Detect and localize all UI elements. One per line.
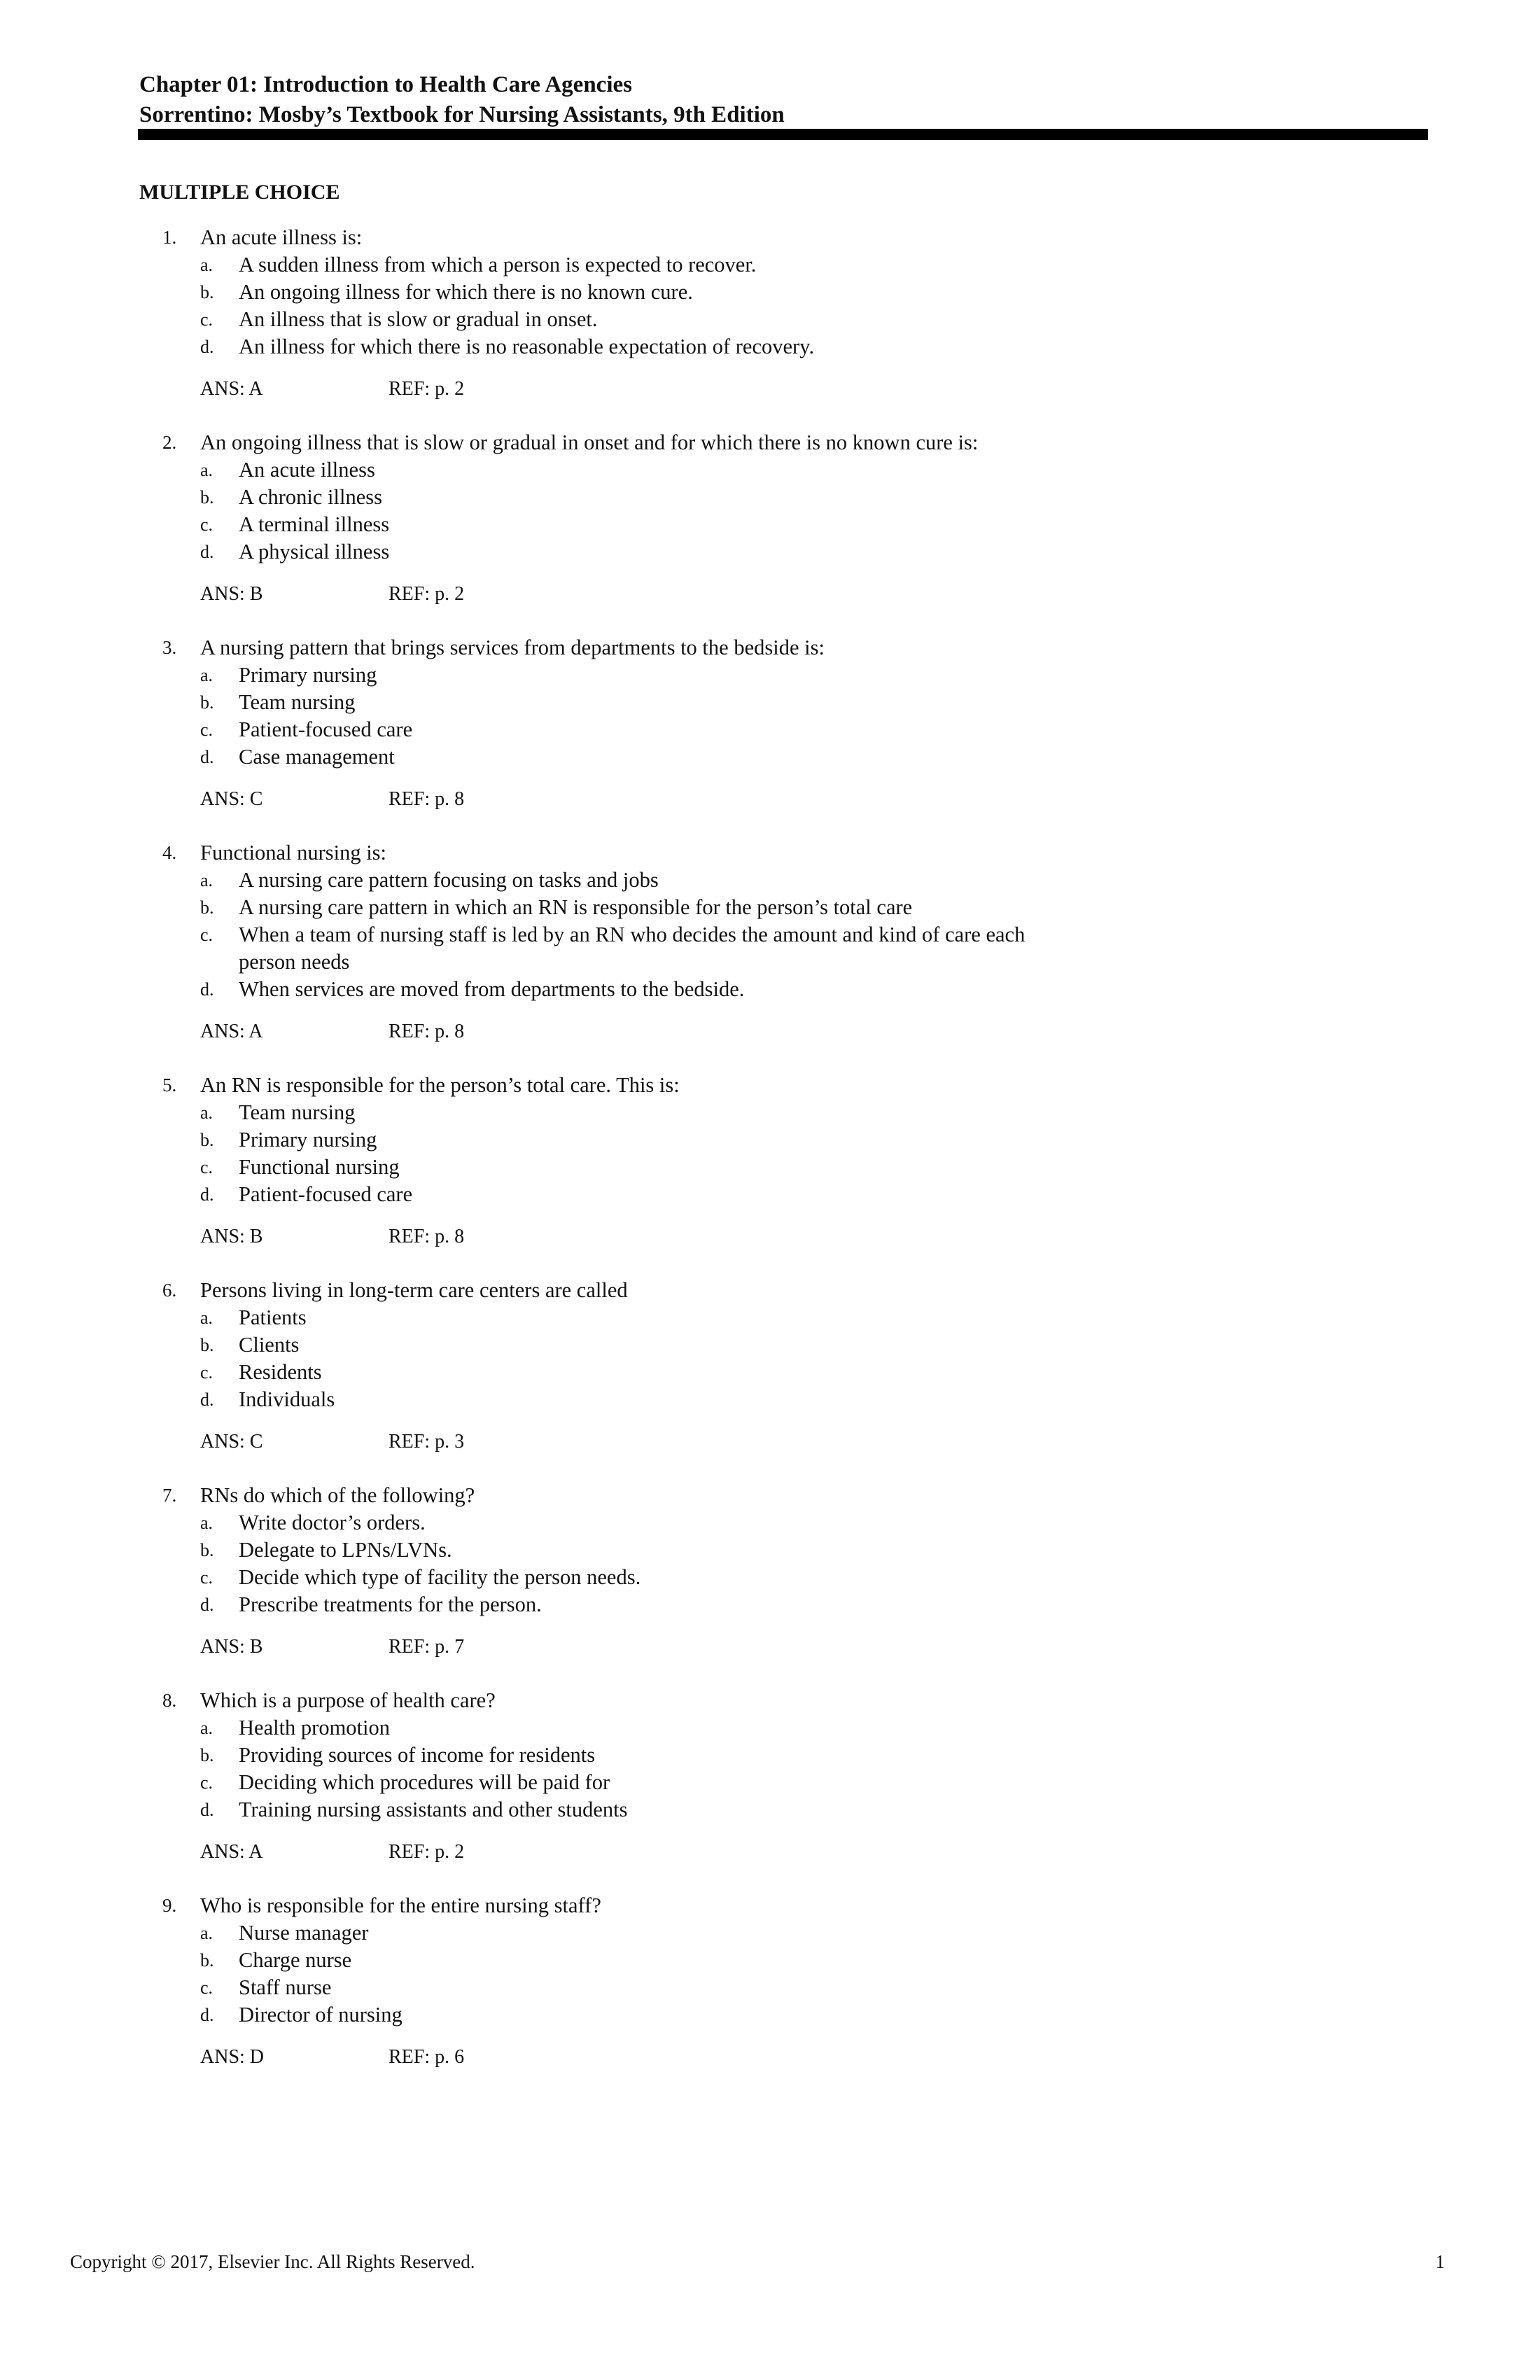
option-letter: c. (200, 1772, 214, 1793)
question-number: 3. (162, 637, 177, 658)
answer-option (0, 2001, 1540, 2029)
answer-key-row (0, 580, 1540, 608)
question-number: 7. (162, 1485, 177, 1506)
option-letter: a. (200, 1513, 214, 1533)
answer-key: ANS: B (200, 1226, 263, 1247)
option-text: An illness that is slow or gradual in onset. (239, 307, 598, 331)
question-stem-row (0, 1277, 1540, 1304)
question-number: 2. (162, 432, 177, 453)
option-letter: a. (200, 1718, 214, 1738)
answer-option (0, 251, 1540, 279)
question-item (0, 429, 1540, 608)
option-letter: b. (200, 1950, 214, 1970)
answer-option (0, 1714, 1540, 1742)
question-item (0, 1482, 1540, 1660)
question-stem-row (0, 1072, 1540, 1099)
option-letter: d. (200, 1390, 214, 1410)
option-letter: a. (200, 460, 214, 480)
option-letter: b. (200, 692, 214, 713)
option-letter: a. (200, 1102, 214, 1123)
page-reference: REF: p. 8 (388, 788, 465, 810)
header-rule (138, 129, 1428, 140)
page-reference: REF: p. 6 (388, 2046, 465, 2068)
option-text: A chronic illness (239, 485, 382, 509)
question-stem-row (0, 839, 1540, 867)
answer-key: ANS: A (200, 1841, 263, 1863)
option-letter: b. (200, 282, 214, 302)
option-text: Team nursing (239, 690, 356, 714)
answer-option (0, 894, 1540, 921)
book-title: Sorrentino: Mosby’s Textbook for Nursing Assistants, 9th Edition (139, 102, 785, 127)
answer-option (0, 1591, 1540, 1618)
answer-option (0, 921, 1540, 976)
question-stem: Which is a purpose of health care? (200, 1688, 496, 1712)
option-letter: d. (200, 337, 214, 357)
option-letter: d. (200, 979, 214, 1000)
question-number: 5. (162, 1074, 177, 1096)
option-text: Delegate to LPNs/LVNs. (239, 1538, 452, 1562)
answer-key: ANS: B (200, 1636, 263, 1658)
answer-option (0, 1386, 1540, 1413)
question-stem-row (0, 634, 1540, 662)
question-item (0, 1277, 1540, 1455)
answer-option (0, 279, 1540, 306)
section-title: MULTIPLE CHOICE (139, 181, 340, 204)
answer-key-row (0, 1838, 1540, 1865)
page-reference: REF: p. 2 (388, 1841, 465, 1863)
option-text: When a team of nursing staff is led by an RN who decides the amount and kind of care each person needs (239, 923, 1026, 974)
answer-option (0, 662, 1540, 689)
option-text: Training nursing assistants and other students (239, 1798, 628, 1821)
page-number: 1 (1435, 2251, 1445, 2272)
answer-key-row (0, 1633, 1540, 1660)
option-text: Prescribe treatments for the person. (239, 1592, 542, 1616)
answer-key: ANS: C (200, 1431, 263, 1452)
option-letter: b. (200, 1745, 214, 1765)
answer-key-row (0, 1018, 1540, 1045)
option-letter: c. (200, 309, 214, 330)
page-reference: REF: p. 8 (388, 1226, 465, 1247)
option-letter: c. (200, 1567, 214, 1588)
question-number: 6. (162, 1280, 177, 1301)
answer-option (0, 511, 1540, 538)
answer-option (0, 1536, 1540, 1564)
answer-option (0, 1564, 1540, 1591)
question-stem: An ongoing illness that is slow or gradual in onset and for which there is no known cure is: (200, 430, 979, 454)
option-text: Nurse manager (239, 1921, 369, 1945)
option-text: Individuals (239, 1387, 335, 1411)
answer-option (0, 1154, 1540, 1181)
option-letter: a. (200, 255, 214, 275)
page-reference: REF: p. 2 (388, 583, 465, 605)
option-text: Patient-focused care (239, 1182, 413, 1206)
question-stem-row (0, 1687, 1540, 1714)
question-number: 9. (162, 1895, 177, 1916)
option-text: A terminal illness (239, 512, 390, 536)
option-text: Team nursing (239, 1100, 356, 1124)
answer-option (0, 333, 1540, 360)
option-text: Clients (239, 1333, 300, 1357)
question-stem: Persons living in long-term care centers are called (200, 1278, 628, 1302)
answer-option (0, 456, 1540, 484)
answer-option (0, 976, 1540, 1003)
answer-key-row (0, 1428, 1540, 1455)
answer-key: ANS: C (200, 788, 263, 810)
question-list (0, 224, 1540, 2097)
answer-option (0, 1099, 1540, 1126)
option-text: Deciding which procedures will be paid for (239, 1770, 610, 1794)
option-letter: a. (200, 870, 214, 890)
option-letter: b. (200, 1335, 214, 1355)
option-text: Charge nurse (239, 1948, 352, 1972)
option-text: A nursing care pattern in which an RN is responsible for the person’s total care (239, 895, 913, 919)
answer-option (0, 1331, 1540, 1359)
question-stem: RNs do which of the following? (200, 1483, 475, 1507)
answer-key: ANS: A (200, 378, 263, 400)
answer-option (0, 1742, 1540, 1769)
option-text: Case management (239, 745, 395, 769)
option-text: A physical illness (239, 540, 390, 564)
option-letter: d. (200, 1595, 214, 1615)
question-item (0, 224, 1540, 402)
answer-option (0, 689, 1540, 716)
option-letter: c. (200, 720, 214, 740)
question-stem: Functional nursing is: (200, 841, 387, 864)
answer-key: ANS: D (200, 2046, 265, 2068)
option-letter: d. (200, 747, 214, 767)
page-reference: REF: p. 3 (388, 1431, 465, 1452)
question-stem: An acute illness is: (200, 225, 363, 249)
answer-option (0, 1181, 1540, 1208)
answer-key-row (0, 375, 1540, 402)
question-stem: A nursing pattern that brings services from departments to the bedside is: (200, 636, 825, 659)
question-number: 8. (162, 1690, 177, 1711)
option-text: Staff nurse (239, 1975, 332, 1999)
page-reference: REF: p. 7 (388, 1636, 465, 1658)
answer-option (0, 484, 1540, 511)
option-text: Patient-focused care (239, 718, 413, 741)
answer-option (0, 716, 1540, 743)
question-item (0, 634, 1540, 813)
option-letter: b. (200, 1130, 214, 1150)
option-text: Primary nursing (239, 1128, 377, 1152)
option-letter: d. (200, 542, 214, 562)
answer-key-row (0, 785, 1540, 813)
answer-option (0, 743, 1540, 771)
option-text: Health promotion (239, 1716, 391, 1740)
question-stem: An RN is responsible for the person’s total care. This is: (200, 1073, 680, 1097)
answer-option (0, 1769, 1540, 1796)
option-letter: b. (200, 897, 214, 918)
answer-option (0, 306, 1540, 333)
option-text: Director of nursing (239, 2003, 402, 2026)
option-letter: c. (200, 925, 214, 945)
option-text: When services are moved from departments to the bedside. (239, 977, 745, 1001)
question-number: 1. (162, 227, 177, 248)
page-reference: REF: p. 2 (388, 378, 465, 400)
option-letter: d. (200, 1800, 214, 1820)
answer-option (0, 1947, 1540, 1974)
option-text: An illness for which there is no reasonable expectation of recovery. (239, 335, 815, 358)
answer-option (0, 867, 1540, 894)
option-letter: b. (200, 487, 214, 507)
option-letter: c. (200, 1977, 214, 1998)
chapter-title: Chapter 01: Introduction to Health Care Agencies (139, 72, 632, 97)
answer-option (0, 1509, 1540, 1536)
option-letter: c. (200, 1362, 214, 1382)
option-text: Providing sources of income for residents (239, 1743, 596, 1767)
question-item (0, 1072, 1540, 1250)
option-letter: a. (200, 665, 214, 685)
option-letter: d. (200, 1184, 214, 1205)
answer-option (0, 1919, 1540, 1947)
answer-key: ANS: A (200, 1021, 263, 1042)
question-stem-row (0, 429, 1540, 456)
option-text: Patients (239, 1306, 307, 1329)
option-letter: d. (200, 2005, 214, 2025)
answer-option (0, 1126, 1540, 1154)
option-text: Primary nursing (239, 663, 377, 687)
copyright-notice: Copyright © 2017, Elsevier Inc. All Rights Reserved. (70, 2251, 475, 2272)
answer-option (0, 1304, 1540, 1331)
option-letter: c. (200, 1157, 214, 1177)
option-text: A nursing care pattern focusing on tasks and jobs (239, 868, 659, 892)
page-header (139, 70, 1427, 130)
question-item (0, 1687, 1540, 1865)
option-letter: b. (200, 1540, 214, 1560)
question-item (0, 1892, 1540, 2071)
option-text: An acute illness (239, 458, 375, 482)
answer-option (0, 1974, 1540, 2001)
option-text: An ongoing illness for which there is no known cure. (239, 280, 693, 304)
answer-key-row (0, 2043, 1540, 2071)
question-stem-row (0, 1892, 1540, 1919)
question-number: 4. (162, 842, 177, 863)
option-text: Write doctor’s orders. (239, 1511, 426, 1534)
option-text: Functional nursing (239, 1155, 400, 1179)
answer-key: ANS: B (200, 583, 263, 605)
option-text: Residents (239, 1360, 322, 1384)
answer-option (0, 1796, 1540, 1823)
question-stem-row (0, 1482, 1540, 1509)
option-text: A sudden illness from which a person is expected to recover. (239, 253, 757, 276)
answer-option (0, 538, 1540, 566)
question-item (0, 839, 1540, 1045)
page-reference: REF: p. 8 (388, 1021, 465, 1042)
option-letter: a. (200, 1308, 214, 1328)
option-letter: a. (200, 1923, 214, 1943)
option-letter: c. (200, 514, 214, 535)
option-text: Decide which type of facility the person needs. (239, 1565, 641, 1589)
answer-key-row (0, 1223, 1540, 1250)
question-stem: Who is responsible for the entire nursing staff? (200, 1893, 601, 1917)
question-stem-row (0, 224, 1540, 251)
answer-option (0, 1359, 1540, 1386)
